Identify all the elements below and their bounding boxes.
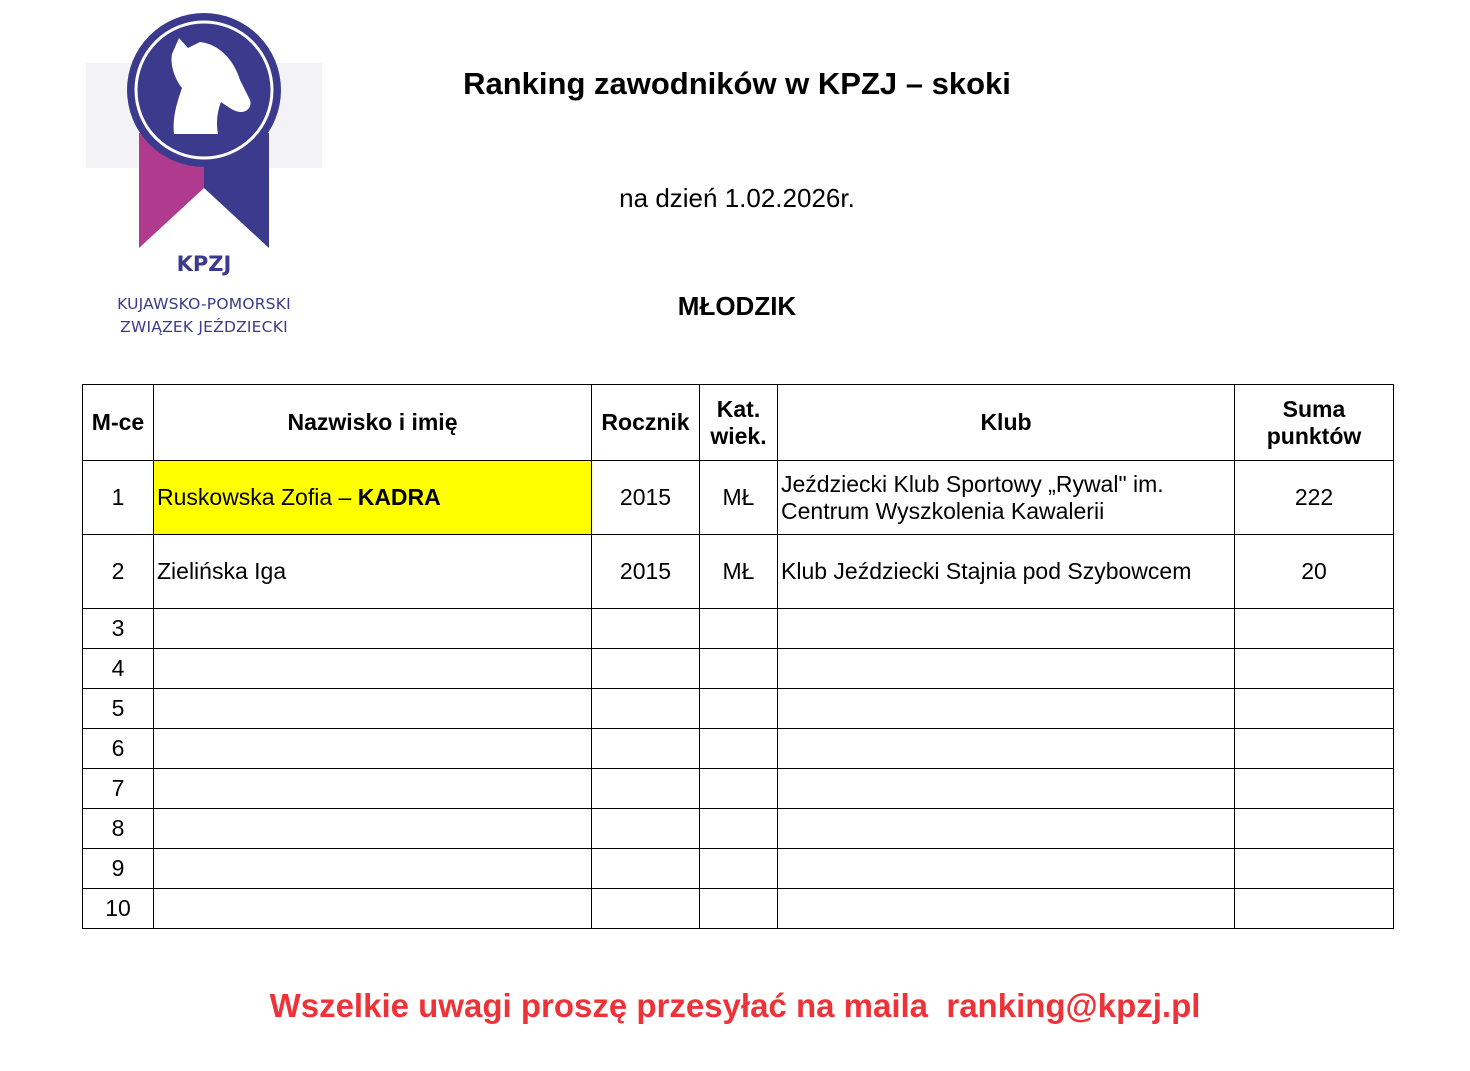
cell-points (1235, 809, 1394, 849)
kadra-tag: KADRA (357, 484, 441, 510)
header-club: Klub (778, 385, 1235, 461)
contact-email-link[interactable]: ranking@kpzj.pl (946, 987, 1201, 1024)
cell-points: 222 (1235, 461, 1394, 535)
footer-text: Wszelkie uwagi proszę przesyłać na maila (269, 987, 929, 1024)
table-row (83, 809, 1394, 849)
cell-year: 2015 (592, 535, 700, 609)
cell-place: 2 (83, 535, 154, 609)
rider-name: Zielińska Iga (157, 558, 287, 584)
logo-name-line1: KUJAWSKO-POMORSKI (117, 295, 291, 313)
kpzj-logo (84, 8, 324, 338)
cell-club (778, 689, 1235, 729)
page-title: Ranking zawodników w KPZJ – skoki (463, 66, 1011, 101)
footer-note (0, 987, 1470, 1025)
cell-year (592, 689, 700, 729)
cell-category (700, 809, 778, 849)
cell-name (154, 809, 592, 849)
cell-year (592, 889, 700, 929)
cell-year (592, 809, 700, 849)
cell-points: 20 (1235, 535, 1394, 609)
table-row (83, 649, 1394, 689)
header-place: M-ce (83, 385, 154, 461)
cell-points (1235, 649, 1394, 689)
cell-category (700, 849, 778, 889)
cell-name (154, 889, 592, 929)
cell-category: MŁ (700, 461, 778, 535)
cell-year (592, 649, 700, 689)
cell-place: 9 (83, 849, 154, 889)
cell-club (778, 609, 1235, 649)
cell-club (778, 889, 1235, 929)
cell-club (778, 809, 1235, 849)
cell-category (700, 689, 778, 729)
cell-year (592, 849, 700, 889)
cell-name (154, 729, 592, 769)
cell-category (700, 769, 778, 809)
cell-name (154, 649, 592, 689)
table-header-row (83, 385, 1394, 461)
cell-place: 3 (83, 609, 154, 649)
table-row (83, 461, 1394, 535)
ranking-date: na dzień 1.02.2026r. (619, 183, 855, 213)
logo-abbreviation: KPZJ (176, 252, 232, 276)
header-name: Nazwisko i imię (154, 385, 592, 461)
cell-category (700, 649, 778, 689)
header-points: Suma punktów (1235, 385, 1394, 461)
cell-name (154, 535, 592, 609)
cell-place: 6 (83, 729, 154, 769)
cell-place: 5 (83, 689, 154, 729)
logo-name-line2: ZWIĄZEK JEŹDZIECKI (120, 318, 288, 336)
cell-year: 2015 (592, 461, 700, 535)
age-category: MŁODZIK (677, 291, 797, 321)
table-row (83, 535, 1394, 609)
table-row (83, 849, 1394, 889)
horse-head-emblem-icon (84, 8, 324, 258)
cell-points (1235, 609, 1394, 649)
cell-club (778, 649, 1235, 689)
table-row (83, 889, 1394, 929)
cell-name (154, 461, 592, 535)
cell-points (1235, 889, 1394, 929)
cell-club (778, 729, 1235, 769)
table-row (83, 769, 1394, 809)
cell-category (700, 609, 778, 649)
table-row (83, 729, 1394, 769)
cell-points (1235, 769, 1394, 809)
ranking-table (82, 384, 1394, 929)
cell-name (154, 769, 592, 809)
cell-club: Jeździecki Klub Sportowy „Rywal" im. Centrum Wyszkolenia Kawalerii (778, 461, 1235, 535)
cell-club (778, 769, 1235, 809)
cell-place: 10 (83, 889, 154, 929)
cell-club: Klub Jeździecki Stajnia pod Szybowcem (778, 535, 1235, 609)
cell-points (1235, 849, 1394, 889)
cell-category: MŁ (700, 535, 778, 609)
table-row (83, 609, 1394, 649)
cell-points (1235, 689, 1394, 729)
header-year: Rocznik (592, 385, 700, 461)
table-row (83, 689, 1394, 729)
cell-club (778, 849, 1235, 889)
cell-year (592, 609, 700, 649)
cell-place: 7 (83, 769, 154, 809)
rider-name: Ruskowska Zofia – (157, 484, 358, 510)
cell-points (1235, 729, 1394, 769)
cell-category (700, 889, 778, 929)
cell-name (154, 849, 592, 889)
cell-category (700, 729, 778, 769)
header-age-category: Kat. wiek. (700, 385, 778, 461)
cell-place: 1 (83, 461, 154, 535)
cell-year (592, 769, 700, 809)
cell-place: 4 (83, 649, 154, 689)
cell-name (154, 609, 592, 649)
cell-place: 8 (83, 809, 154, 849)
cell-name (154, 689, 592, 729)
cell-year (592, 729, 700, 769)
